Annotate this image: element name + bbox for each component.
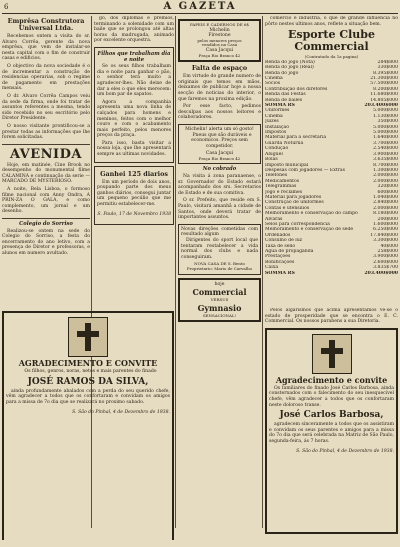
ad-text: Proprietario: Mario de Carvalho [186, 265, 253, 271]
ledger-value: 8.200$000 [373, 86, 398, 92]
ad-headline: Michelin! alerta um só gosto! [185, 126, 254, 132]
ad-address: Praça Rio Branco 42 [198, 52, 241, 58]
ledger-label: Renda do jogo [265, 70, 299, 76]
receipts-table [265, 60, 398, 103]
ledger-value: 5.000$000 [373, 108, 398, 114]
ledger-value: 1.600$000 [373, 221, 398, 227]
ledger-label: Cinema [265, 113, 283, 119]
ledger-value: 57.500$000 [370, 81, 398, 87]
masthead-rule [2, 13, 398, 14]
ledger-label: Cinema [265, 76, 283, 81]
article-paragraph: O nosso visitante prontificou-se a prestar todas as informações que lhe forem solicitadas. [2, 123, 90, 141]
ledger-value: 3.300$000 [373, 238, 398, 244]
section-title: Esporte Clube Commercial [288, 28, 375, 54]
deceased-name: José Carlos Barbosa, [279, 410, 384, 421]
page-number: 6 [4, 3, 9, 11]
ledger-label: Consumo de luz [265, 238, 303, 244]
obituary-signature: S. São do Pinhal, 4 de Dezembro de 1938. [72, 409, 170, 415]
ledger-label: Alvarás [265, 216, 283, 222]
ledger-label: Telefones [265, 173, 288, 179]
article-paragraph: Na visita á zona paranaense, o sr. Governador do Estado estará acompanhado dos srs. Secretarios de Estado e de sua comitiva. [178, 174, 261, 196]
sum-value: 203.400$000 [364, 103, 398, 109]
divider [2, 144, 90, 145]
ledger-label: Taxa de sello [265, 243, 296, 249]
ledger-value: 3.700$000 [373, 140, 398, 146]
obituary-text: Os filhos, genros, noras, netos e mais parentes do finado [24, 369, 157, 374]
article-paragraph: Realizou-se ontem na sede do Colegio do Sorriso, a festa do encerramento do ano letivo, com a presença de Diretor e professoras, e alunos em numero avultado. [2, 228, 90, 256]
obituary-text: Os familiares do finado José Carlos Barbosa, ainda consternados com o falecimento do seu inesquecível chefe, vêm agradecer a todos que os confortaram neste doloroso transe. [269, 385, 394, 408]
expenses-table [265, 108, 398, 270]
ledger-value: 14.805$000 [370, 97, 398, 103]
article-paragraph: O objectivo da nova sociedade é o de incrementar a construção de residencias operarias, sob o regime de pagamento em prestações mensais. [2, 63, 90, 92]
ledger-label: Bolas [265, 157, 278, 163]
ad-headline: Novas direções cometidas com resultado algum [181, 226, 258, 238]
ledger-label: Instalação [265, 124, 290, 130]
ledger-value: 1.040$000 [373, 194, 398, 200]
ledger-value: 40$000 [380, 243, 398, 249]
newspaper-title: A GAZETA [163, 1, 237, 12]
team-name: Commercial [192, 287, 247, 298]
ledger-label: Construção de uniformes [265, 200, 324, 206]
article-paragraph: O dr. Alvaro Corrêa Campos veiu da sede da firma, onde foi tratar de assuntos referentes a mesma, tendo sido recebido no seu escritório pelo Diretor Presidente. [2, 93, 90, 122]
obituary-block [2, 308, 174, 540]
ledger-label: Condução [265, 146, 289, 152]
ledger-label: Impostos [265, 130, 287, 136]
ad-text: Pneus que são duráveis e economicos. Preços sem competidor. [191, 132, 252, 149]
ad-text: Em um período de dois anos, poupando parte dos meus ganhos diários, consegui juntar um pequeno pecúlio que me permitiu estabelecer-me. [97, 179, 171, 208]
ledger-label: Ordenados [265, 232, 291, 238]
ledger-value: 1.130$000 [373, 113, 398, 119]
ad-brand: Michelin [209, 27, 230, 33]
ledger-label: Aluguel [265, 151, 283, 157]
ledger-label: Guarda Noturna [265, 140, 304, 146]
ledger-value: 2.540$000 [373, 146, 398, 152]
ledger-label: Selos para correspondencia [265, 221, 330, 227]
ledger-label: Imposto municipal [265, 162, 309, 168]
ledger-label: Medicamentos [265, 178, 300, 184]
ledger-value: 330$000 [377, 65, 398, 71]
advertisement [178, 19, 261, 62]
ledger-label: Sócios [265, 81, 281, 87]
article-paragraph: A noite, Bela Lisboa, o formoso filme nacional com Anny Ondra, A PRIN-ZA O GALA, e como complemento, um jornal e um desenho. [2, 187, 90, 215]
ledger-value: 350$000 [377, 119, 398, 125]
ledger-label: Bonificações [265, 259, 295, 265]
ledger-label: Juizes [265, 119, 279, 125]
ad-shop: Casa Jacqui [205, 47, 234, 53]
ledger-label: Renda das Festas [265, 92, 306, 98]
team-name: Gymnasio [197, 302, 242, 313]
deceased-name: JOSÉ RAMOS DA SILVA, [27, 376, 149, 387]
ad-signature: S. Paulo, 17 de Novembro 1938 [97, 212, 171, 218]
ad-text: SENSACIONAL! [202, 312, 237, 318]
ledger-label: Jogo e reclames [265, 189, 303, 195]
obituary-signature: S. São do Pinhal, 4 de Dezembro de 1938. [296, 449, 394, 455]
sum-label: SOMMA RS [265, 270, 295, 276]
ledger-value: 1.640$000 [373, 135, 398, 141]
ad-text: pelos menores preços [197, 37, 242, 43]
column-2 [94, 16, 174, 306]
column-3 [178, 16, 261, 536]
ledger-row [265, 227, 398, 232]
ledger-label: Melhoramento e conservação do campo [265, 211, 358, 217]
ledger-value: 5.000$000 [373, 124, 398, 130]
ledger-label: Melhoramento e conservação de sede [265, 227, 354, 233]
advertisement [178, 124, 261, 165]
ad-text: VERSUS [210, 297, 229, 303]
ledger-value: 2.840$000 [373, 200, 398, 206]
sum-value: 203.400$000 [364, 270, 398, 276]
ad-text: PAPEIS E CADERNOS DE 6$ [190, 22, 249, 27]
ledger-value: 8.700$000 [373, 162, 398, 168]
ad-text: Se os seus filhos trabalham dia e noite para ganhar o pão, o senhor terá muito a agradecer-lhes. Não deixe de dar a eles o que eles merecem: um bom par de sapatos. [97, 64, 171, 98]
ledger-value: 8.180$000 [373, 211, 398, 217]
ad-text: NOVA CASA DE S. Bento [194, 261, 245, 267]
ledger-label: Contas e utensilios [265, 205, 310, 211]
article-paragraph: Pelos algarismos que acima apresentamos vê-se o estado de prosperidade que se encontra o E. C. Commercial. Os nossos parabens a sua Diretoria. [265, 308, 398, 325]
ledger-label: Despesas com jogadores — Extras [265, 167, 345, 173]
ad-headline: Filhos que trabalham dia e noite [97, 50, 171, 63]
ad-text: Para isso, basta visitar a nossa loja, que lhe apresentará sempre as ultimas novidades. [97, 140, 171, 158]
column-4-bottom [265, 308, 398, 540]
ledger-value: 2.000$000 [373, 173, 398, 179]
article-headline: Emprêsa Construtora Universal Ltda. [7, 17, 85, 32]
advertisement [178, 224, 261, 275]
ledger-row [265, 211, 398, 216]
ledger-value: 2.600$000 [373, 259, 398, 265]
ledger-label: Material para jogadores [265, 194, 322, 200]
ad-address: Praça Rio Branco 42 [198, 155, 241, 161]
ledger-value: 3.835$700 [373, 265, 398, 271]
ledger-value: 2.000$000 [373, 178, 398, 184]
ad-brand: Firestone [208, 33, 231, 39]
obituary-box [265, 328, 398, 534]
ad-text: vendidos na Casa [201, 42, 238, 48]
article-paragraph: comercio e industria, o que de grande influencia no pôrto nestes ultimos anos, reflete a situação bem. [265, 16, 398, 27]
obituary-text: agradecem sinceramente a todos que os assistiram e convidam os seus parentes e amigos para a missa do 7o dia que será celebrada na Matriz de São Paulo, segunda-feira, ás 7 horas. [269, 422, 394, 444]
ledger-value: 320$000 [377, 184, 398, 190]
ledger-value: 11.680$000 [370, 92, 398, 98]
advertisement [94, 166, 174, 226]
ad-shop: Casa Jacqui [205, 151, 234, 157]
column-1 [2, 16, 90, 306]
sum-label: SOMMA RS [265, 103, 295, 109]
ad-text: Agora a companhia apresenta uma nova linha de calçados para homens e meninos, feitos com o melhor couro e com o acabamento mais perfeito, pelos menores preços da praça. [97, 99, 171, 139]
sum-row [265, 271, 398, 276]
cross-icon [312, 334, 352, 374]
ledger-value: 21.300$000 [370, 76, 398, 81]
divider [2, 218, 90, 219]
column-4 [265, 16, 398, 306]
ledger-label: Caixa [265, 265, 279, 271]
article-paragraph: Em virtude do grande numero de originais que temos em mãos, deixamos de publicar hoje a nossa secção de noticias do interior, o que faremos na proxima edição. [178, 74, 261, 102]
article-paragraph: Hoje, em matinée, Cine Brook no desempenho do monumental filme CALAMINA e continuação da serie — MARCADO DE MYSTERIOSO. [2, 162, 90, 185]
article-headline: No cobrado [202, 166, 237, 173]
ledger-value: 200$000 [377, 216, 398, 222]
obituary-text: ainda profundamente abalados com a perda do seu querido chefe, vêm agradecer a todos que os confortaram e convidam os amigos para a missa de 7o dia que se realizará no proximo sabado. [6, 388, 170, 405]
ledger-value: 5.000$000 [373, 130, 398, 136]
ad-text: Dirigentes do sport local que tentaram restabelecer a vida normal dos clubs e nada conseguiram. [181, 238, 258, 260]
ledger-label: Contribuição dos diretores [265, 86, 328, 92]
ledger-value: 1.300$000 [373, 167, 398, 173]
masthead [0, 1, 400, 13]
column-divider [175, 16, 176, 528]
ledger-label: Uniformes [265, 108, 290, 114]
match-advertisement [178, 278, 261, 323]
ledger-label: Material para a secretaria [265, 135, 327, 141]
ledger-label: Renda do jogo (Real) [265, 65, 314, 71]
obituary-title: Agradecimento e convite [275, 374, 388, 385]
section-title: AVENIDA [10, 146, 82, 162]
ledger-label: Agua de propaganda [265, 249, 314, 254]
cross-icon [68, 317, 108, 357]
section-subtitle: (Contratado da 1a pagina) [304, 54, 359, 60]
ledger-value: 284$800 [377, 59, 398, 65]
advertisement [94, 47, 174, 163]
ledger-label: Renda do jogo (Nota) [265, 59, 315, 65]
article-headline: Colegio do Sorriso [19, 221, 73, 228]
ledger-value: 17.840$000 [370, 232, 398, 238]
obituary-title: AGRADECIMENTO E CONVITE [18, 358, 158, 368]
article-paragraph: Recebemos ontem a visita do sr. Alvaro Corrêa, gerente da nova emprêsa, que vem de instalar-se nesta capital com o fim de construir casas e edificios. [2, 34, 90, 62]
article-paragraph: O sr. Prefeito, que reside em S. Paulo, visitará amanhã a cidade de Santos, onde deverá tratar de importantes assuntos. [178, 198, 261, 221]
ledger-label: Prestações [265, 254, 291, 260]
obituary-box [2, 311, 174, 540]
article-headline: Falta de espaço [191, 64, 248, 73]
ledger-value: 258$000 [377, 249, 398, 254]
ledger-value: 3.635$000 [373, 157, 398, 163]
article-paragraph: go, dos diplomas e premios, terminando a solenidade com um baile que se prolongou até altas horas da madrugada, animado por excelente orquestra. [94, 16, 174, 44]
ledger-value: 8.395$000 [373, 70, 398, 76]
ledger-value: 6.250$000 [373, 227, 398, 233]
ledger-label: Telegrammas [265, 184, 297, 190]
ledger-value: 3.900$000 [373, 254, 398, 260]
ledger-value: 3.900$000 [373, 151, 398, 157]
ad-headline: Ganhei 125 diarios [100, 169, 168, 178]
column-divider [262, 16, 263, 528]
ledger-label: Renda de bailes [265, 97, 303, 103]
article-paragraph: Por esse facto, pedimos desculpas aos nossos leitores e colaboradores. [178, 104, 261, 121]
ledger-value: 600$000 [377, 189, 398, 195]
ledger-value: 2.000$000 [373, 205, 398, 211]
ad-text: hoje [214, 281, 225, 287]
